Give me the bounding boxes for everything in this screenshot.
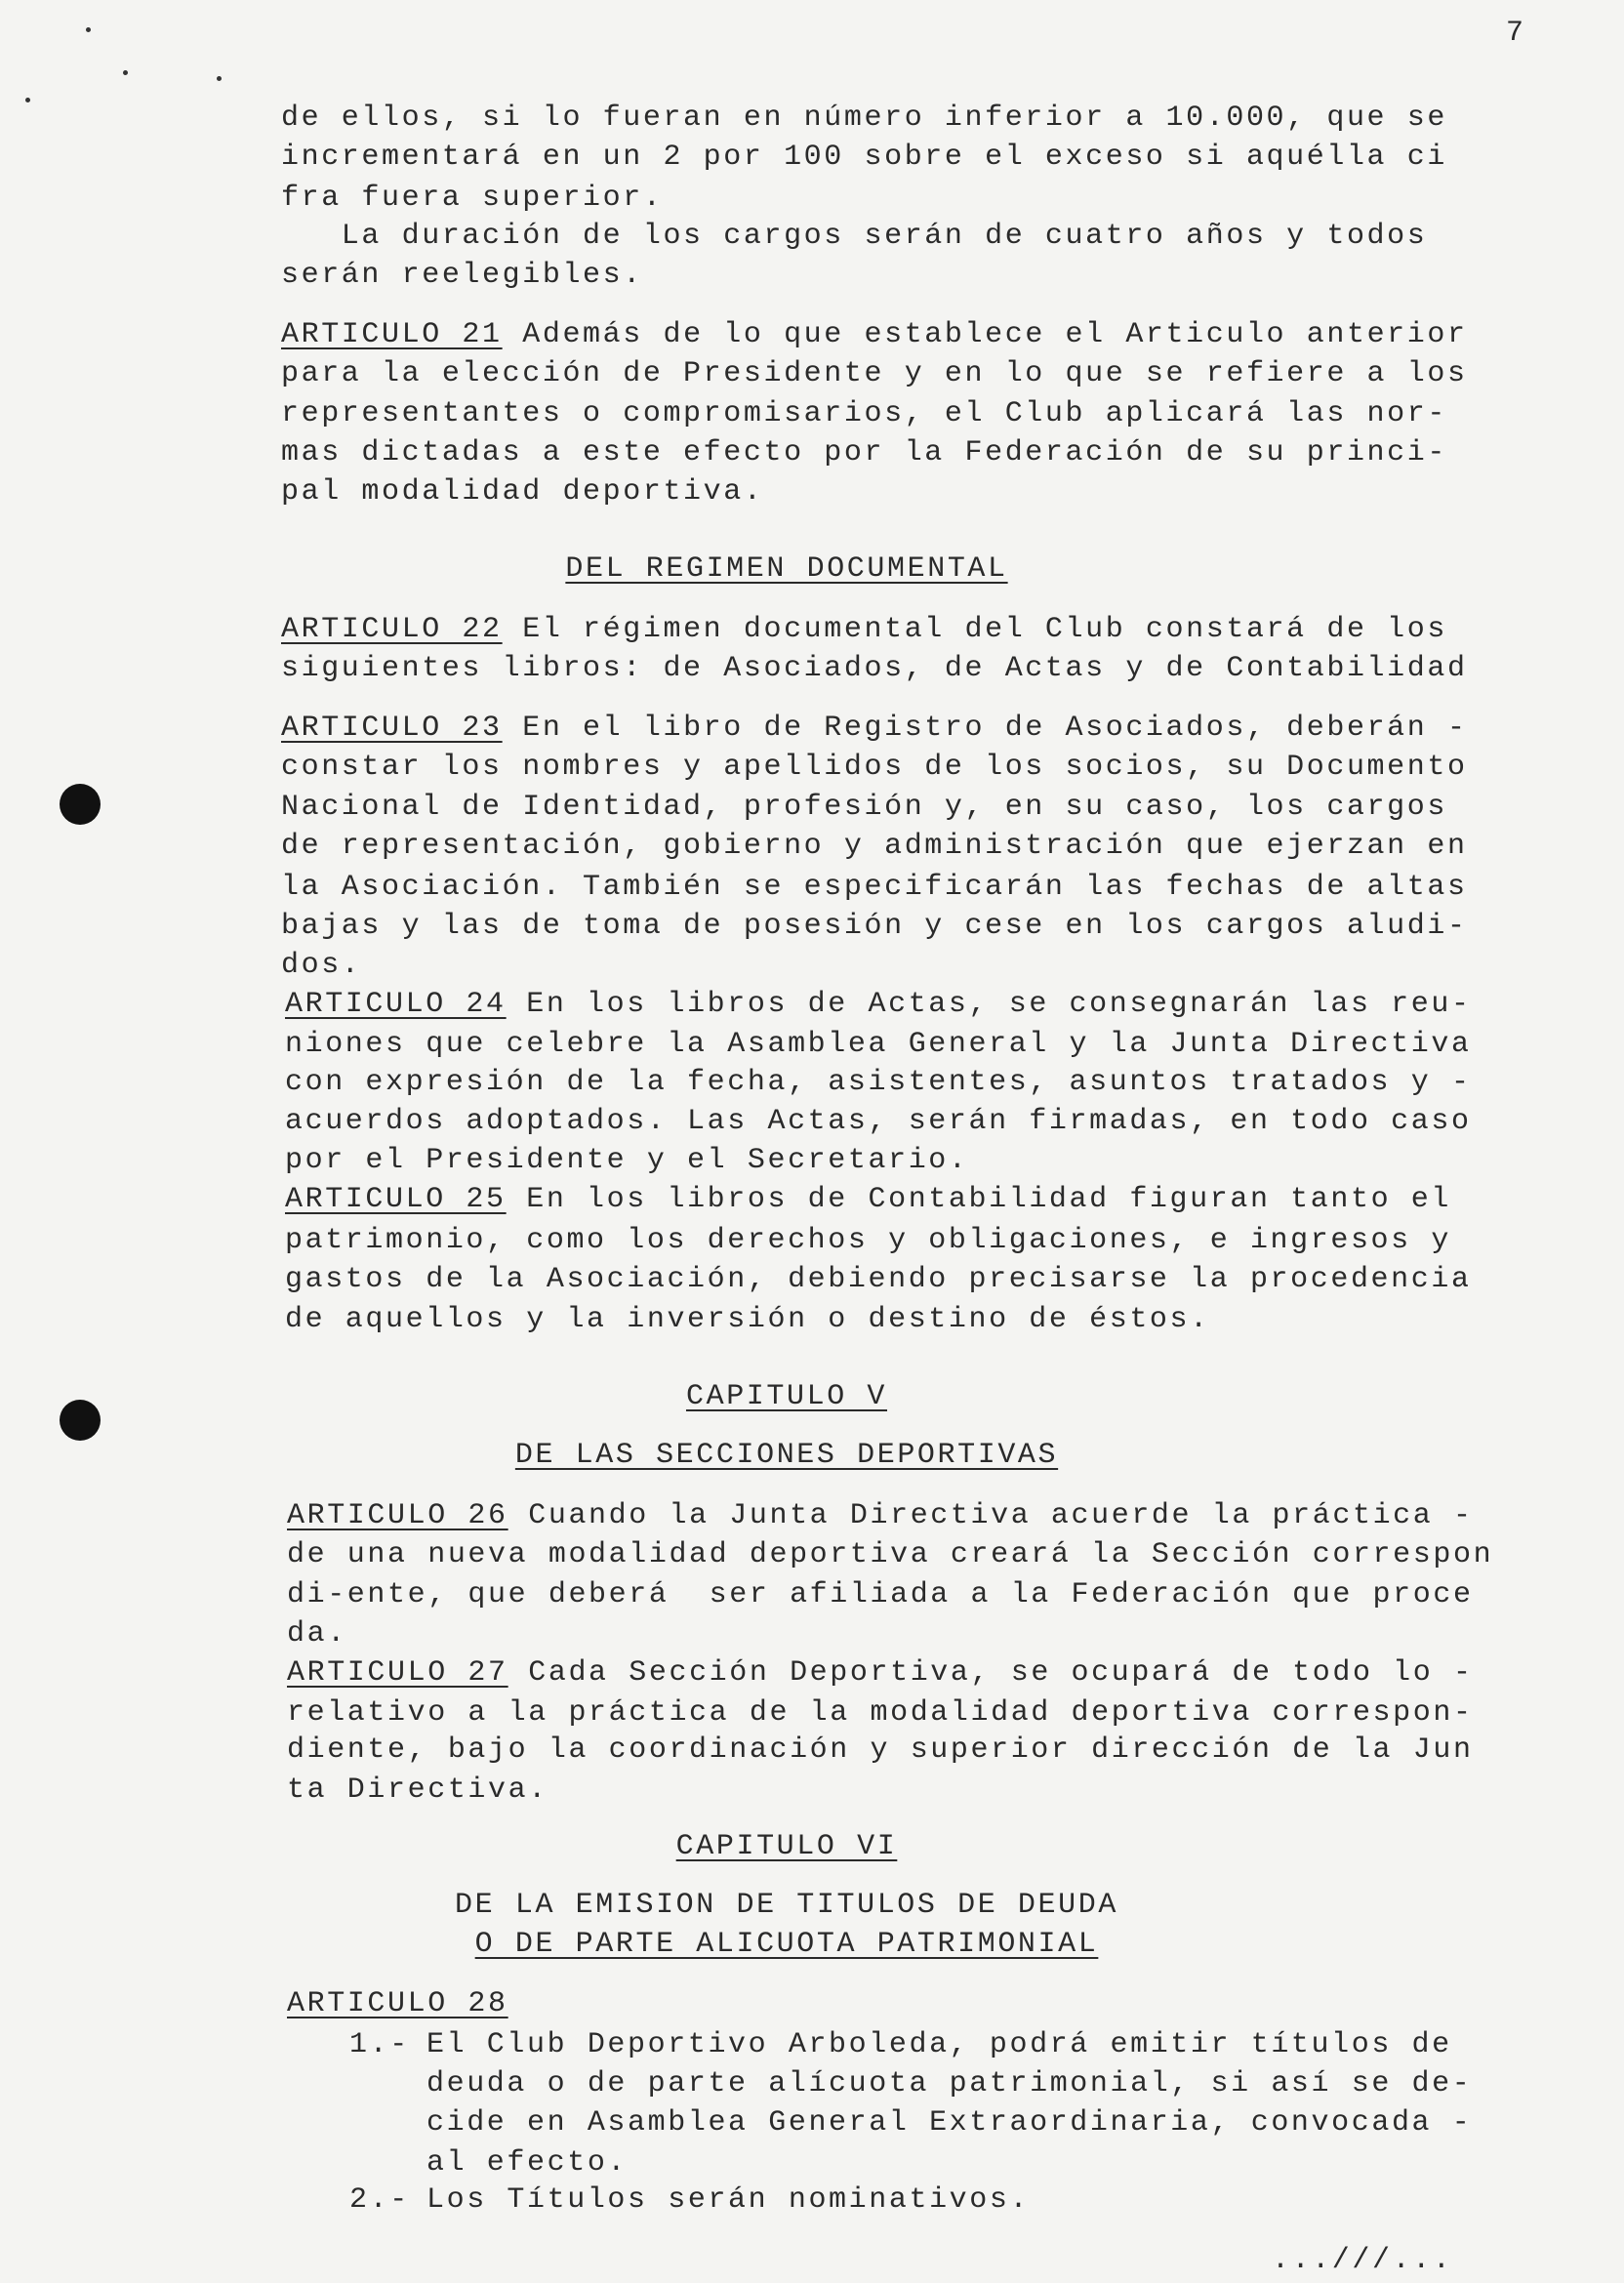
article-line: representantes o compromisarios, el Club aplicará las nor- [281, 397, 1447, 430]
article-text: El régimen documental del Club constará de los [502, 613, 1447, 646]
article-label: ARTICULO 24 [285, 988, 507, 1021]
article-label: ARTICULO 28 [287, 1987, 508, 2020]
continuation-mark: ...///... [1272, 2244, 1453, 2277]
article-line: constar los nombres y apellidos de los socios, su Documento [281, 751, 1468, 784]
intro-line: incrementará en un 2 por 100 sobre el exceso si aquélla ci [281, 141, 1447, 174]
article-25 [285, 1180, 1451, 1219]
item-line: cide en Asamblea General Extraordinaria, convocada - [426, 2106, 1473, 2140]
article-line: la Asociación. También se especificarán las fechas de altas [281, 871, 1468, 904]
punch-hole [60, 784, 101, 825]
article-line: relativo a la práctica de la modalidad deportiva correspon- [287, 1696, 1474, 1730]
article-24 [285, 985, 1472, 1024]
article-line: gastos de la Asociación, debiendo precisarse la procedencia [285, 1263, 1472, 1296]
item-number: 2.- [349, 2183, 410, 2217]
article-line: da. [287, 1617, 347, 1651]
item-line: deuda o de parte alícuota patrimonial, si así se de- [426, 2067, 1473, 2100]
article-27 [287, 1653, 1474, 1692]
article-line: con expresión de la fecha, asistentes, asuntos tratados y - [285, 1066, 1472, 1099]
article-text: Cuando la Junta Directiva acuerde la práctica - [508, 1499, 1474, 1532]
speck [217, 76, 222, 81]
article-line: ta Directiva. [287, 1773, 548, 1807]
article-label: ARTICULO 23 [281, 712, 503, 745]
article-line: para la elección de Presidente y en lo que se refiere a los [281, 357, 1468, 390]
article-line: pal modalidad deportiva. [281, 475, 764, 509]
section-heading: O DE PARTE ALICUOTA PATRIMONIAL [474, 1928, 1099, 1961]
article-line: siguientes libros: de Asociados, de Actas y de Contabilidad [281, 652, 1468, 685]
speck [123, 70, 128, 75]
article-label: ARTICULO 26 [287, 1499, 508, 1532]
speck [86, 27, 91, 32]
article-line: diente, bajo la coordinación y superior dirección de la Jun [287, 1733, 1474, 1767]
article-label: ARTICULO 25 [285, 1183, 507, 1216]
article-text: En el libro de Registro de Asociados, deberán - [502, 712, 1468, 745]
section-heading: DEL REGIMEN DOCUMENTAL [565, 552, 1008, 586]
intro-line: La duración de los cargos serán de cuatro años y todos [281, 220, 1428, 253]
article-line: niones que celebre la Asamblea General y la Junta Directiva [285, 1028, 1472, 1061]
page-number: 7 [1506, 17, 1526, 50]
section-heading: DE LA EMISION DE TITULOS DE DEUDA [455, 1889, 1118, 1922]
item-line: El Club Deportivo Arboleda, podrá emitir títulos de [426, 2028, 1452, 2061]
article-line: por el Presidente y el Secretario. [285, 1144, 969, 1177]
article-line: di-ente, que deberá ser afiliada a la Federación que proce [287, 1578, 1474, 1611]
chapter-heading: CAPITULO V [685, 1380, 888, 1413]
section-heading: DE LAS SECCIONES DEPORTIVAS [514, 1439, 1059, 1472]
article-line: mas dictadas a este efecto por la Federación de su princi- [281, 436, 1447, 469]
item-line: Los Títulos serán nominativos. [426, 2183, 1031, 2217]
intro-line: de ellos, si lo fueran en número inferior a 10.000, que se [281, 102, 1447, 135]
article-23 [281, 709, 1468, 748]
article-line: de representación, gobierno y administración que ejerzan en [281, 830, 1468, 863]
article-text: Además de lo que establece el Articulo anterior [502, 318, 1468, 351]
article-line: dos. [281, 949, 362, 982]
article-26 [287, 1496, 1474, 1535]
article-label: ARTICULO 21 [281, 318, 503, 351]
article-text: En los libros de Actas, se consegnarán las reu- [506, 988, 1472, 1021]
article-line: acuerdos adoptados. Las Actas, serán firmadas, en todo caso [285, 1105, 1472, 1138]
item-line: al efecto. [426, 2146, 629, 2180]
article-22 [281, 610, 1447, 649]
article-line: patrimonio, como los derechos y obligaciones, e ingresos y [285, 1224, 1451, 1257]
article-text: En los libros de Contabilidad figuran tanto el [506, 1183, 1451, 1216]
article-line: de aquellos y la inversión o destino de éstos. [285, 1303, 1210, 1336]
article-label: ARTICULO 27 [287, 1656, 508, 1690]
item-number: 1.- [349, 2028, 410, 2061]
article-line: Nacional de Identidad, profesión y, en su caso, los cargos [281, 791, 1447, 824]
article-21 [281, 315, 1468, 354]
article-text: Cada Sección Deportiva, se ocupará de todo lo - [508, 1656, 1474, 1690]
article-line: bajas y las de toma de posesión y cese en los cargos aludi- [281, 910, 1468, 943]
article-label: ARTICULO 22 [281, 613, 503, 646]
intro-line: serán reelegibles. [281, 259, 643, 292]
intro-line: fra fuera superior. [281, 182, 664, 215]
speck [25, 98, 30, 102]
chapter-heading: CAPITULO VI [675, 1830, 898, 1863]
article-line: de una nueva modalidad deportiva creará la Sección correspon [287, 1538, 1494, 1571]
